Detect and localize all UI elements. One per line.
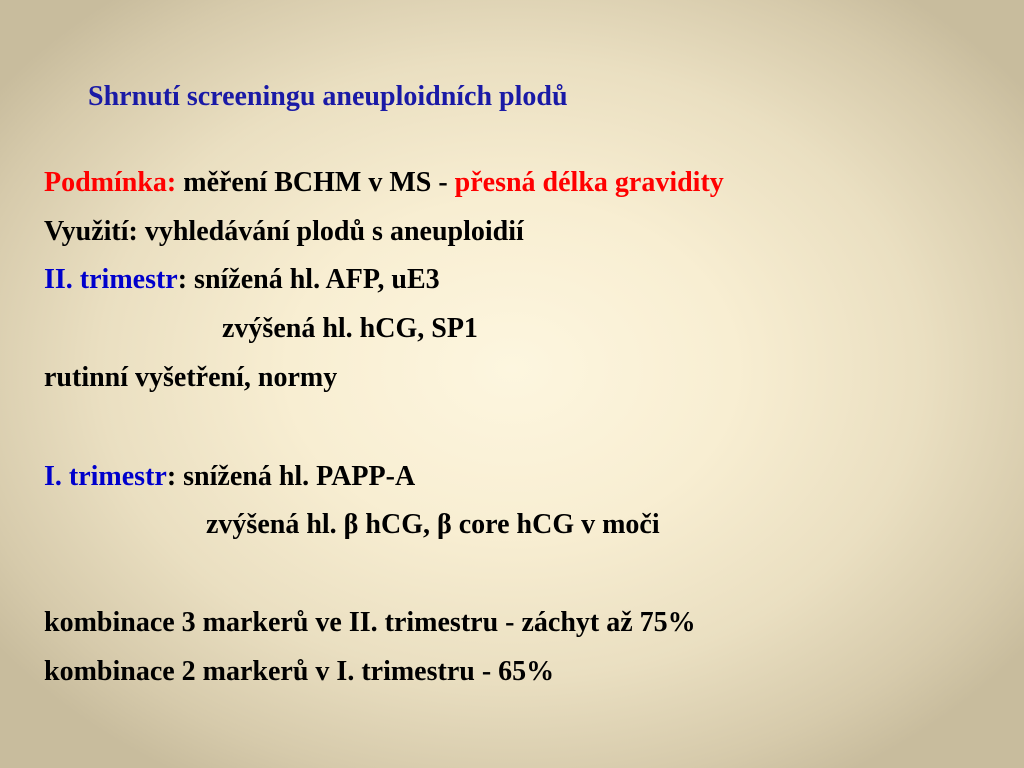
second-trimester-increased-line: zvýšená hl. hCG, SP1 <box>222 313 478 344</box>
condition-line <box>44 167 724 199</box>
first-trimester-increased-line: zvýšená hl. β hCG, β core hCG v moči <box>206 509 660 540</box>
second-trimester-line <box>44 264 440 296</box>
second-trimester-decreased: : snížená hl. AFP, uE3 <box>177 264 440 295</box>
first-trimester-decreased: : snížená hl. PAPP-A <box>166 461 416 492</box>
usage-line: Využití: vyhledávání plodů s aneuploidií <box>44 216 524 247</box>
routine-line: rutinní vyšetření, normy <box>44 362 338 393</box>
slide-title: Shrnutí screeningu aneuploidních plodů <box>88 81 568 112</box>
combination-line-1: kombinace 3 markerů ve II. trimestru - záchyt až 75% <box>44 607 696 638</box>
first-trimester-label: I. trimestr <box>44 461 167 492</box>
first-trimester-line <box>44 461 415 493</box>
condition-text: měření BCHM v MS - <box>176 167 455 198</box>
second-trimester-label: II. trimestr <box>44 264 178 295</box>
condition-highlight: přesná délka gravidity <box>454 167 724 198</box>
condition-label: Podmínka: <box>44 167 177 198</box>
combination-line-2: kombinace 2 markerů v I. trimestru - 65% <box>44 656 555 687</box>
